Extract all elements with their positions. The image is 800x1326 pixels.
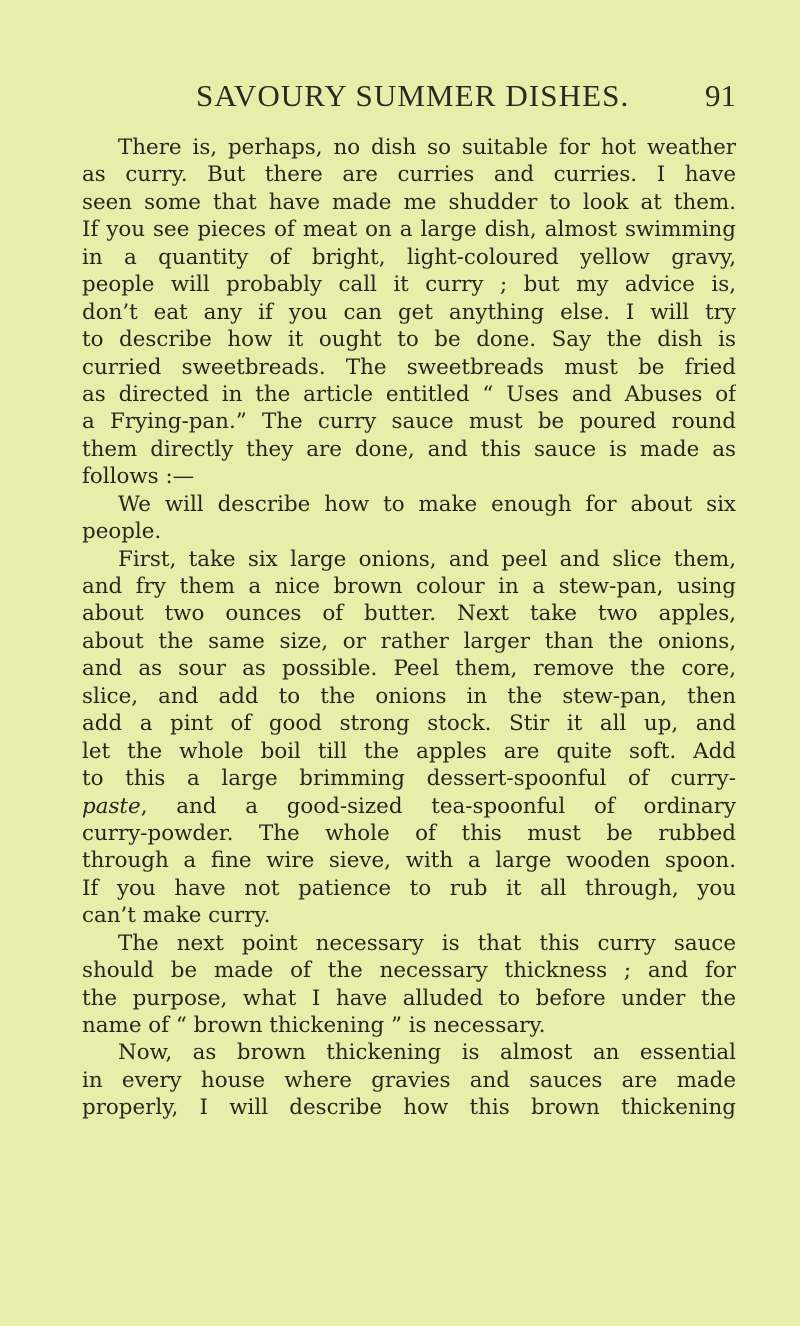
- text-line: [82, 216, 736, 243]
- text-line: [82, 793, 736, 820]
- line-text: properly, I will describe how this brown thickening: [82, 1095, 736, 1121]
- line-text: people will probably call it curry ; but my advice is,: [82, 272, 736, 298]
- line-text: about the same size, or rather larger than the onions,: [82, 628, 736, 654]
- text-line: [82, 957, 736, 984]
- page-number: 91: [705, 78, 736, 113]
- running-head: [82, 76, 736, 116]
- text-line: [82, 491, 736, 518]
- body-text: [82, 134, 736, 1122]
- text-line: [82, 875, 736, 902]
- line-text: in a quantity of bright, light-coloured yellow gravy,: [82, 244, 736, 270]
- text-line: [82, 847, 736, 874]
- text-line: [82, 1012, 736, 1039]
- text-line: [82, 161, 736, 188]
- line-text: There is, perhaps, no dish so suitable for hot weather: [118, 135, 736, 160]
- line-text: about two ounces of butter. Next take two apples,: [82, 601, 736, 627]
- line-text: , and a good-sized tea-spoonful of ordinary: [140, 793, 736, 819]
- line-text: to describe how it ought to be done. Say the dish is: [82, 327, 736, 353]
- line-text: the purpose, what I have alluded to before under the: [82, 985, 736, 1011]
- text-line: [82, 463, 736, 490]
- text-line: [82, 710, 736, 737]
- text-line: [82, 244, 736, 271]
- text-line: [82, 134, 736, 161]
- text-line: [82, 765, 736, 792]
- line-text: name of “ brown thickening ” is necessary.: [82, 1013, 546, 1038]
- line-text: a Frying-pan.” The curry sauce must be poured round: [82, 409, 736, 435]
- text-line: [82, 546, 736, 573]
- text-line: [82, 518, 736, 545]
- text-line: [82, 1067, 736, 1094]
- line-text: them directly they are done, and this sauce is made as: [82, 436, 736, 462]
- line-text: We will describe how to make enough for about six: [118, 491, 736, 517]
- line-text: should be made of the necessary thickness ; and for: [82, 958, 736, 984]
- text-line: [82, 820, 736, 847]
- chapter-title: SAVOURY SUMMER DISHES.: [196, 78, 630, 113]
- line-text: First, take six large onions, and peel and slice them,: [118, 546, 736, 572]
- line-text: people.: [82, 519, 162, 545]
- line-text: through a fine wire sieve, with a large wooden spoon.: [82, 848, 736, 874]
- text-line: [82, 354, 736, 381]
- text-line: [82, 738, 736, 765]
- text-line: [82, 902, 736, 929]
- text-line: [82, 930, 736, 957]
- line-text: slice, and add to the onions in the stew-pan, then: [82, 683, 736, 709]
- line-text: as curry. But there are curries and curries. I have: [82, 162, 736, 188]
- text-line: [82, 381, 736, 408]
- line-text: and as sour as possible. Peel them, remove the core,: [82, 656, 736, 682]
- text-line: [82, 436, 736, 463]
- text-line: [82, 628, 736, 655]
- line-text: to this a large brimming dessert-spoonful of curry-: [82, 766, 736, 792]
- italic-word: paste: [82, 793, 141, 819]
- line-text: add a pint of good strong stock. Stir it all up, and: [82, 711, 736, 737]
- line-text: in every house where gravies and sauces are made: [82, 1067, 736, 1093]
- line-text: seen some that have made me shudder to look at them.: [82, 189, 736, 215]
- text-line: [82, 683, 736, 710]
- text-line: [82, 1094, 736, 1121]
- text-line: [82, 1039, 736, 1066]
- line-text: If you have not patience to rub it all through, you: [82, 875, 736, 901]
- line-text: don’t eat any if you can get anything else. I will try: [82, 299, 736, 325]
- text-line: [82, 408, 736, 435]
- line-text: The next point necessary is that this curry sauce: [118, 930, 736, 956]
- line-text: Now, as brown thickening is almost an essential: [118, 1040, 736, 1066]
- line-text: follows :—: [82, 464, 195, 490]
- text-line: [82, 985, 736, 1012]
- line-text: can’t make curry.: [82, 903, 271, 929]
- text-line: [82, 299, 736, 326]
- text-line: [82, 655, 736, 682]
- line-text: curried sweetbreads. The sweetbreads must be fried: [82, 354, 736, 380]
- text-line: [82, 189, 736, 216]
- text-line: [82, 600, 736, 627]
- line-text: let the whole boil till the apples are quite soft. Add: [82, 738, 736, 764]
- line-text: If you see pieces of meat on a large dish, almost swimming: [82, 217, 736, 243]
- line-text: as directed in the article entitled “ Uses and Abuses of: [82, 381, 736, 407]
- text-line: [82, 271, 736, 298]
- line-text: curry-powder. The whole of this must be rubbed: [82, 820, 736, 846]
- text-line: [82, 326, 736, 353]
- line-text: and fry them a nice brown colour in a stew-pan, using: [82, 574, 736, 599]
- text-line: [82, 573, 736, 600]
